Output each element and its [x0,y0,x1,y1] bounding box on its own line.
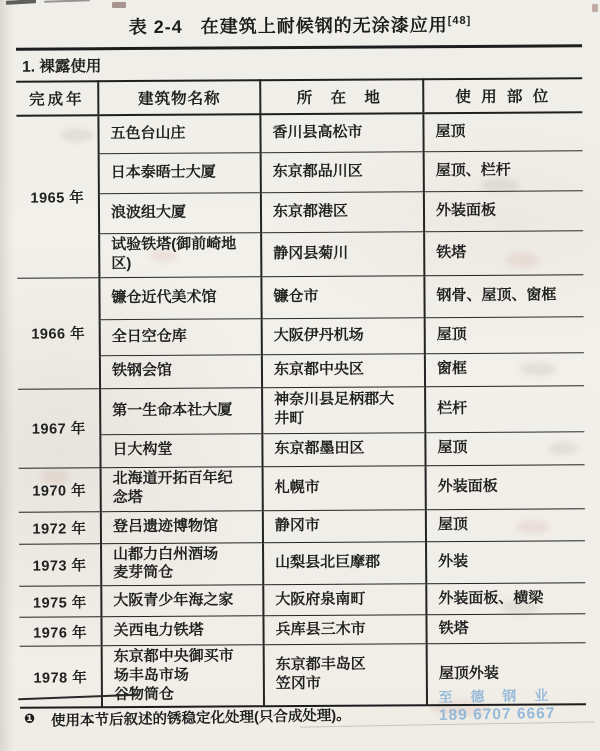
reference-superscript: [48] [447,14,472,27]
section-heading: 1. 裸露使用 [16,46,582,82]
usage-cell: 屋顶 [423,112,582,151]
location-cell: 东京都中央区 [262,353,425,387]
year-cell: 1973 年 [19,543,101,586]
table-row [19,464,585,511]
watermark-phone: 189 6707 6667 [438,704,556,725]
location-cell: 神奈川县足柄郡大 井町 [262,386,425,433]
building-cell: 试验铁塔(御前崎地 区) [99,232,261,277]
table-row [17,230,583,277]
location-cell: 东京都墨田区 [262,432,425,466]
usage-cell: 钢骨、屋顶、窗框 [424,274,583,317]
table-row [19,583,585,617]
table-row [18,352,584,388]
building-cell: 日大构堂 [100,433,262,467]
watermark-company: 至 德 钢 业 [438,686,556,706]
building-cell: 大阪青少年海之家 [101,585,263,617]
year-cell: 1975 年 [19,586,101,618]
usage-cell: 外装面板、横梁 [426,583,585,615]
building-cell: 登吕遗迹博物馆 [101,510,263,543]
location-cell: 静冈县菊川 [261,231,424,276]
location-cell: 兵库县三木市 [263,615,426,645]
usage-cell: 栏杆 [425,385,584,432]
table-row [19,540,585,586]
location-cell: 大阪府泉南町 [263,584,426,616]
building-cell: 日本泰晤士大厦 [99,152,261,193]
column-header-usage: 使 用 部 位 [423,78,582,113]
building-cell: 镰仓近代美术馆 [99,276,261,319]
year-cell: 1976 年 [19,617,101,647]
usage-cell: 屋顶外装 [427,643,586,706]
location-cell: 山梨县北巨摩郡 [263,541,426,584]
usage-cell: 屋顶 [426,508,585,541]
year-cell: 1967 年 [18,388,100,467]
location-cell: 东京都丰岛区 笠冈市 [264,644,427,707]
building-cell: 全日空仓库 [100,318,262,355]
page-title [0,10,600,40]
location-cell: 大阪伊丹机场 [262,317,425,354]
usage-cell: 外装 [426,540,585,583]
column-header-year: 完成年 [16,81,98,116]
usage-cell: 窗框 [425,352,584,386]
building-cell: 浪波组大厦 [99,192,261,233]
location-cell: 东京都港区 [261,191,424,232]
column-header-location: 所 在 地 [260,79,423,114]
table-row [19,508,585,543]
footnote-text: 使用本节后叙述的锈稳定化处理(只合成处理)。 [50,707,351,730]
usage-cell: 铁塔 [426,614,585,644]
location-cell: 香川县高松市 [272,123,363,142]
usage-cell: 铁塔 [424,230,583,275]
table-row [17,190,583,233]
year-cell: 1970 年 [19,467,101,512]
table-row [18,385,584,434]
table-number-label: 表 2-4 [128,16,183,38]
scan-artifact [44,0,90,3]
table-title-text: 在建筑上耐候钢的无涂漆应用 [200,14,448,37]
usage-cell: 屋顶 [425,431,584,465]
building-cell: 第一生命本社大厦 [100,387,262,434]
year-cell: 1972 年 [19,511,101,544]
usage-cell: 外装面板 [424,190,583,231]
year-cell: 1965 年 [30,190,85,207]
scan-artifact [112,2,126,8]
building-cell: 东京都中央御买市 场丰岛市场 谷物筒仓 [102,645,264,708]
footnote-marker-icon: ❶ [23,710,36,727]
year-cell: 1966 年 [17,277,100,388]
column-header-building: 建筑物名称 [98,80,260,115]
table-row [17,274,583,319]
location-cell: 静冈市 [263,509,426,542]
year-cell: 1978 年 [20,646,102,708]
building-cell: 北海道开拓百年纪 念塔 [101,466,263,511]
scan-artifact [6,0,36,5]
vendor-watermark [412,685,583,726]
building-cell: 铁钢会馆 [100,354,262,388]
table-row [19,614,585,646]
table-row [16,112,582,153]
location-cell: 镰仓市 [261,275,424,318]
building-cell: 关西电力铁塔 [101,616,263,646]
table-row [18,431,584,467]
usage-cell: 屋顶、栏杆 [424,150,583,191]
building-cell: 山都力白州酒场 麦芽筒仓 [101,542,263,585]
location-cell: 札幌市 [263,465,426,510]
usage-cell: 外装面板 [426,464,585,509]
usage-cell: 屋顶 [425,316,584,353]
table-row [17,150,583,193]
building-cell: 五色台山庄 [98,114,260,153]
location-cell: 东京都品川区 [261,151,424,192]
applications-table [16,44,586,709]
table-row [18,316,584,355]
